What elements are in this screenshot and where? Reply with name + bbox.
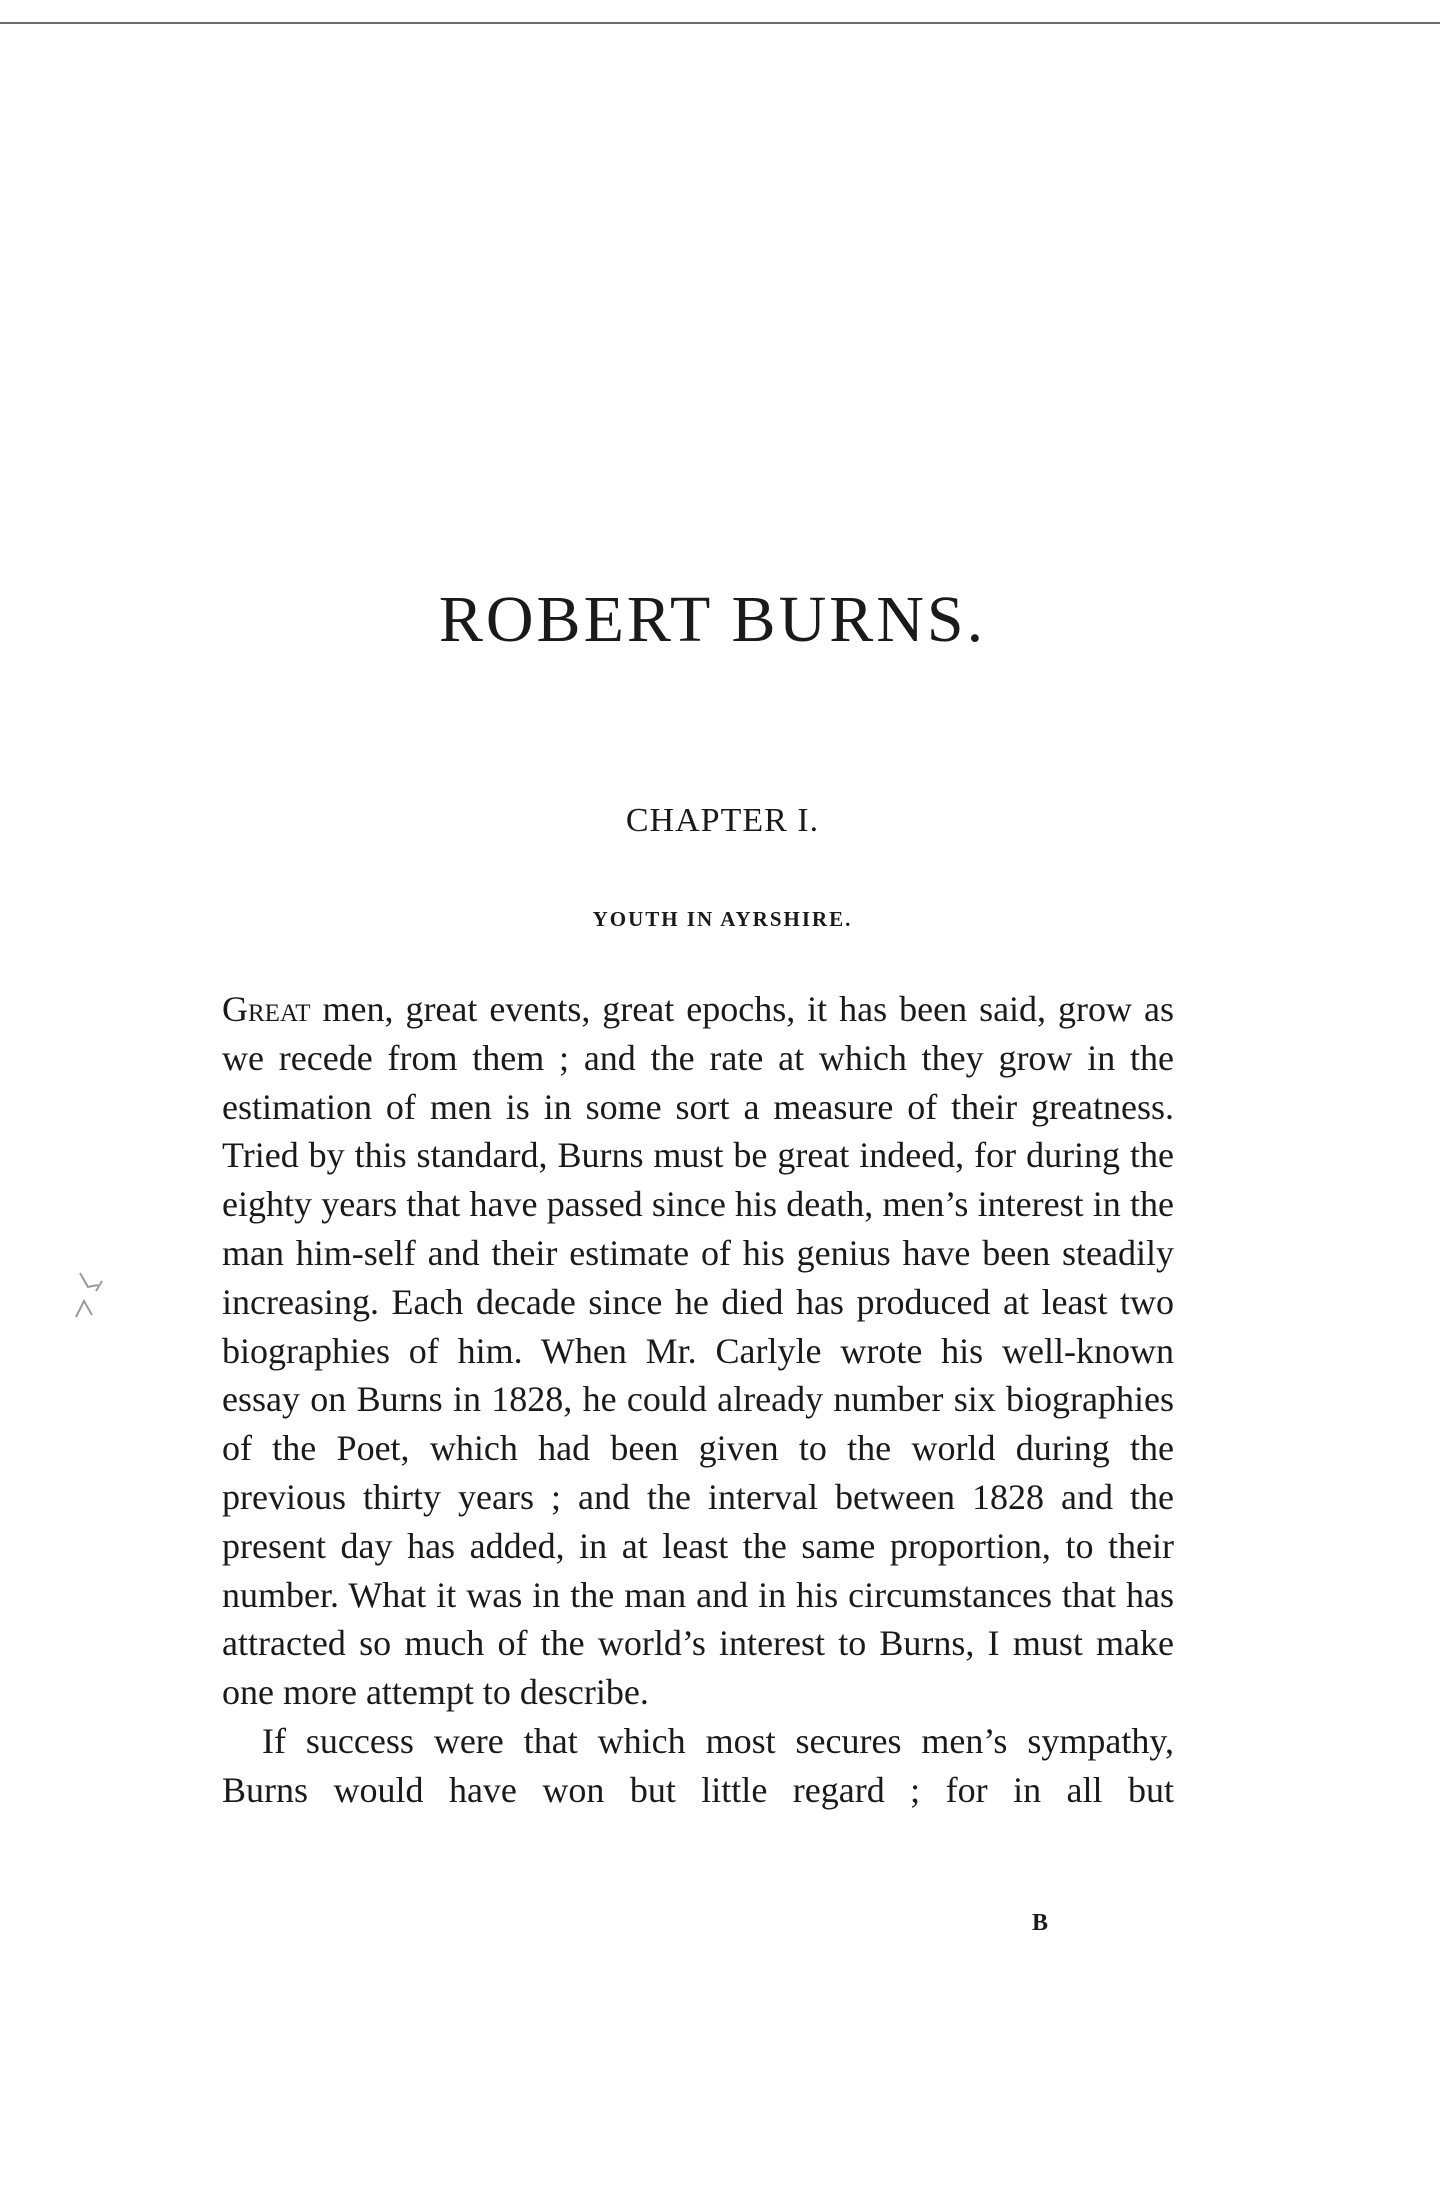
signature-mark: B: [1032, 1910, 1049, 1936]
body-text: [222, 985, 1174, 1815]
paragraph: If success were that which most secures men’s sympathy, Burns would have won but little regard ; for in all but: [222, 1720, 1174, 1810]
lead-word: Great: [222, 989, 311, 1029]
pencil-mark-icon: [70, 1265, 120, 1335]
page-title: ROBERT BURNS.: [438, 583, 987, 656]
chapter-heading: CHAPTER I.: [625, 802, 820, 839]
chapter-subtitle: YOUTH IN AYRSHIRE.: [592, 907, 853, 931]
top-rule: [0, 22, 1440, 24]
paragraph: [222, 985, 1174, 1717]
paragraph-text: men, great events, great epochs, it has been said, grow as we recede from them ; and the rate at which they grow in the estimation of men is in some sort a measure of their greatness. Tried by this standard, Burns must be great indeed, for during the eighty years that have passed since his death, men’s interest in the man him-self and their estimate of his genius have been steadily increasing. Each decade since he died has produced at least two biographies of him. When Mr. Carlyle wrote his well-known essay on Burns in 1828, he could already number six biographies of the Poet, which had been given to the world during the previous thirty years ; and the interval between 1828 and the present day has added, in at least the same proportion, to their number. What it was in the man and in his circumstances that has attracted so much of the world’s interest to Burns, I must make one more attempt to describe.: [222, 989, 1174, 1713]
